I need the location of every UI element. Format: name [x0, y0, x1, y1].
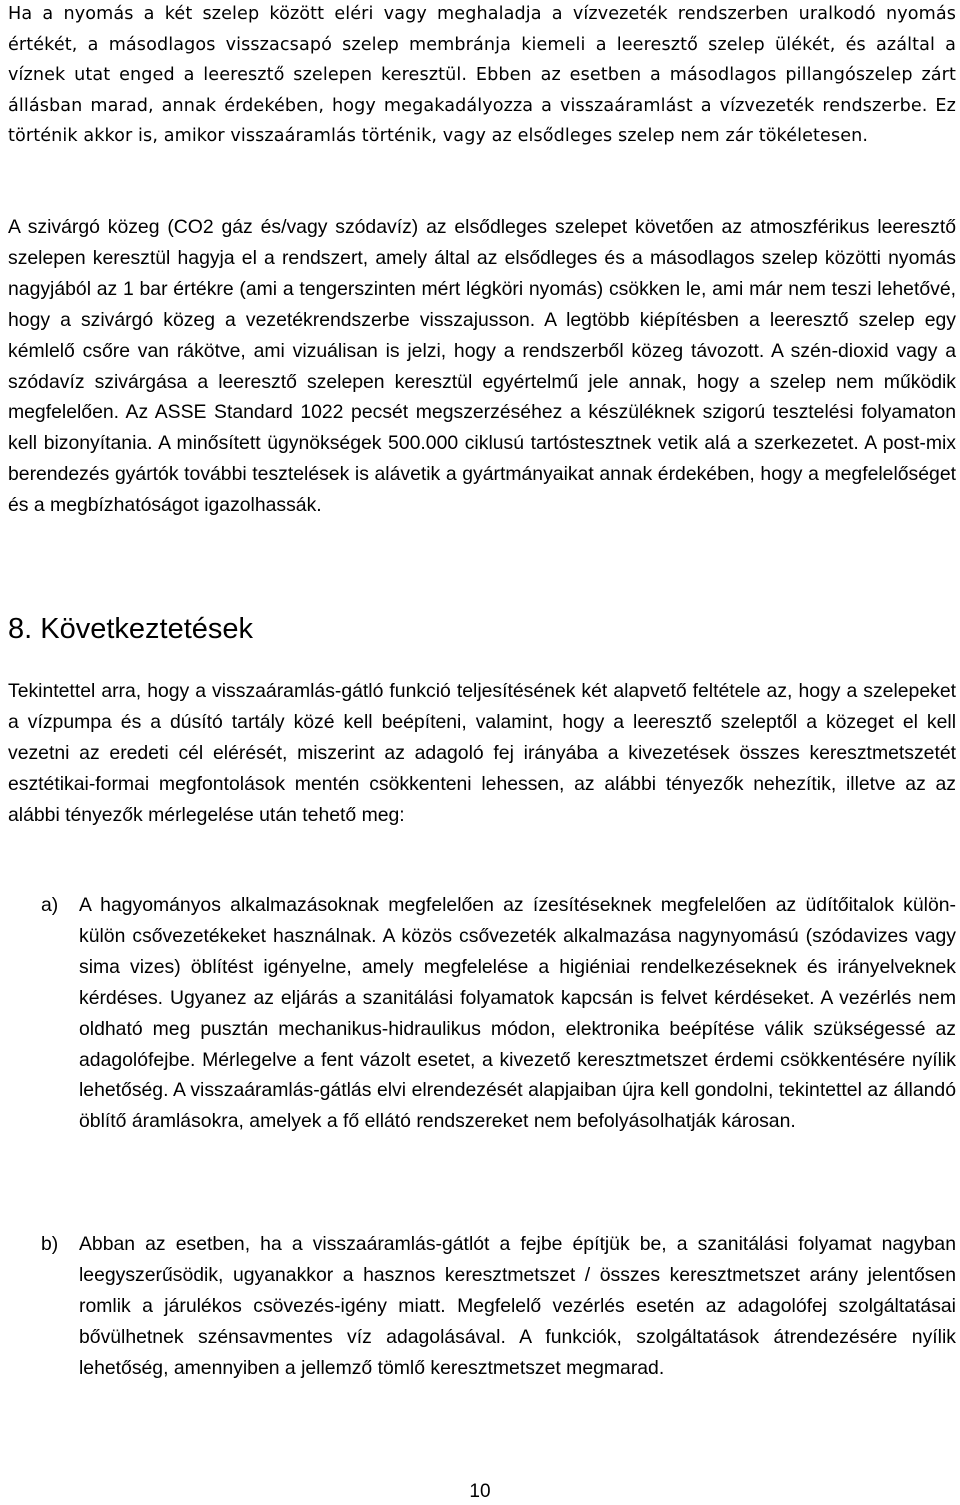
paragraph-valve-operation: Ha a nyomás a két szelep között eléri vagy meghaladja a vízvezeték rendszerben uralkodó nyomás értékét, a másodlagos visszacsapó szelep membránja kiemeli a leeresztő szelep ülékét, és azáltal a víznek utat enged a leeresztő szelepen keresztül. Ebben az esetben a másodlagos pillangószelep zárt állásban marad, annak érdekében, hogy megakadályozza a visszaáramlást a vízvezeték rendszerbe. Ez történik akkor is, amikor visszaáramlás történik, vagy az elsődleges szelep nem zár tökéletesen.	[8, 4, 956, 146]
list-item-text: A hagyományos alkalmazásoknak megfelelően az ízesítéseknek megfelelően az üdítőitalok külön-külön csővezetékeket használnak. A közös csővezeték alkalmazása nagynyomású (szódavizes vagy sima vizes) öblítést igényelne, amely megfelelése a higiéniai rendelkezéseknek és irányelveknek kérdéses. Ugyanez az eljárás a szanitálási folyamatok kapcsán is felvet kérdéseket. A vezérlés nem oldható meg pusztán mechanikus-hidraulikus módon, elektronika beépítése válik szükségessé az adagolófejbe. Mérlegelve a fent vázolt esetet, a kivezető keresztmetszet érdemi csökkentésére nyílik lehetőség. A visszaáramlás-gátlás elvi elrendezését alapjaiban újra kell gondolni, tekintettel az állandó öblítő áramlásokra, amelyek a fő ellátó rendszereket nem befolyásolhatják károsan.	[79, 894, 956, 1133]
list-marker: b)	[41, 1233, 59, 1255]
list-item-a	[8, 890, 956, 1137]
paragraph-conclusions-intro: Tekintettel arra, hogy a visszaáramlás-gátló funkció teljesítésének két alapvető feltétele az, hogy a szelepeket a vízpumpa és a dúsító tartály közé kell beépíteni, valamint, hogy a leeresztő szeleptől a közeget el kell vezetni az eredeti cél elérését, miszerint az adagoló fej irányába a kivezetések összes keresztmetszetét esztétikai-formai megfontolások mentén csökkenteni lehessen, az alábbi tényezők nehezítik, illetve az az alábbi tényezők mérlegelése után tehető meg:	[8, 680, 956, 826]
list-marker: a)	[41, 894, 59, 916]
list-item-text: Abban az esetben, ha a visszaáramlás-gátlót a fejbe építjük be, a szanitálási folyamat nagyban leegyszerűsödik, ugyanakkor a hasznos keresztmetszet / összes keresztmetszet arány jelentősen romlik a járulékos csövezés-igény miatt. Megfelelő vezérlés esetén az adagolófej szolgáltatásai bővülhetnek szénsavmentes víz adagolásával. A funkciók, szolgáltatások átrendezésére nyílik lehetőség, amennyiben a jellemző tömlő keresztmetszet megmarad.	[79, 1233, 956, 1379]
section-heading: 8. Következtetések	[8, 613, 254, 645]
list-item-b	[8, 1229, 956, 1384]
paragraph-leakage-medium: A szivárgó közeg (CO2 gáz és/vagy szódavíz) az elsődleges szelepet követően az atmoszférikus leeresztő szelepen keresztül hagyja el a rendszert, amely által az elsődleges és a másodlagos szelep közötti nyomás nagyjából az 1 bar értékre (ami a tengerszinten mért légköri nyomás) csökken le, ami már nem teszi lehetővé, hogy a szivárgó közeg a vezetékrendszerbe visszajusson. A legtöbb kiépítésben a leeresztő szelep egy kémlelő csőre van rákötve, ami vizuálisan is jelzi, hogy a rendszerből közeg távozott. A szén-dioxid vagy a szódavíz szivárgása a leeresztő szelepen keresztül egyértelmű jele annak, hogy a szelep nem működik megfelelően. Az ASSE Standard 1022 pecsét megszerzéséhez a készüléknek szigorú tesztelési folyamaton kell bizonyítania. A minősített ügynökségek 500.000 ciklusú tartóstesztnek vetik alá a szerkezetet. A post-mix berendezés gyártók további tesztelések is alávetik a gyártmányaikat annak érdekében, hogy a megfelelőséget és a megbízhatóságot igazolhassák.	[8, 216, 956, 517]
page-number: 10	[469, 1481, 491, 1502]
